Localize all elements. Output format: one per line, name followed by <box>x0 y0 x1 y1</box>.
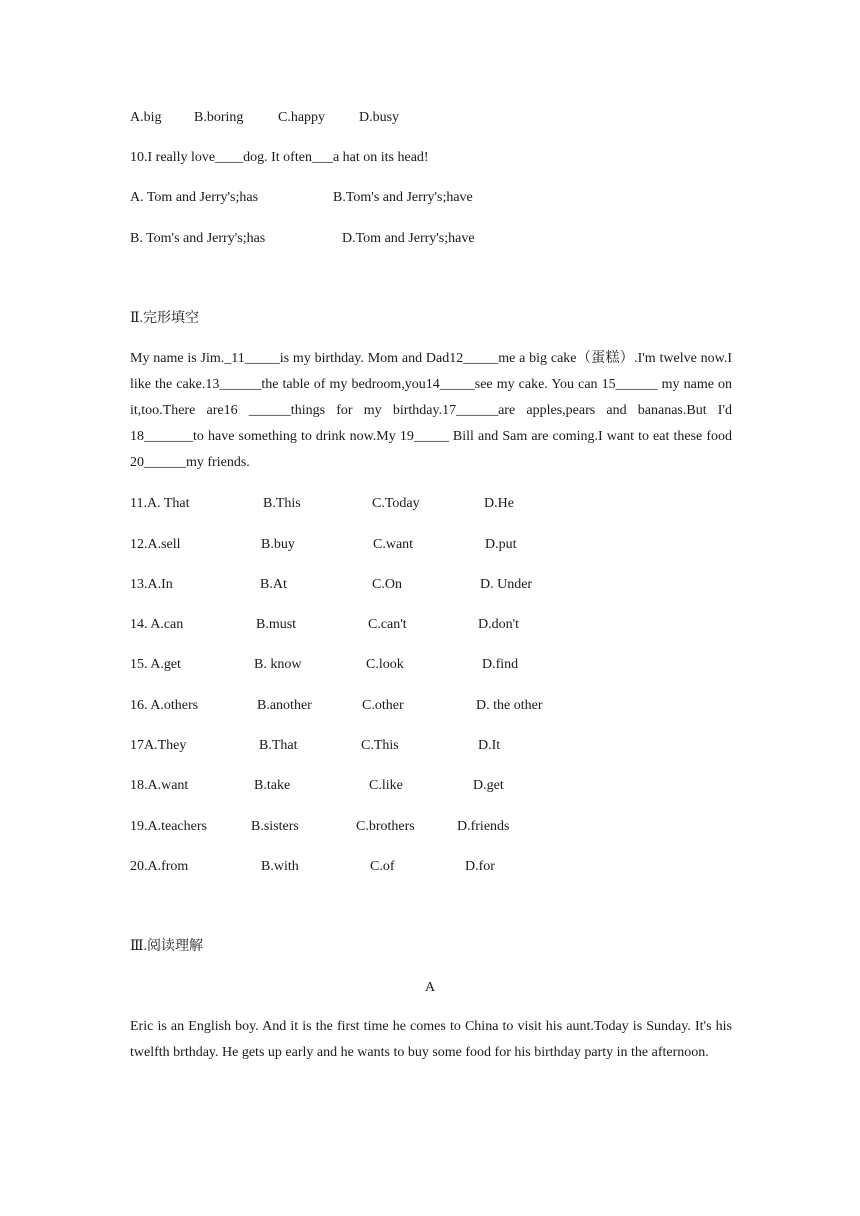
option: A. Tom and Jerry's;has <box>130 190 259 205</box>
question-10: 10.I really love____dog. It often___a hat on its head! <box>130 150 429 165</box>
option-d: D.busy <box>359 110 400 125</box>
option-d: D.It <box>478 738 501 753</box>
option-c: C.On <box>372 577 402 592</box>
option-c: C.happy <box>278 110 326 125</box>
option-a: 12.A.sell <box>130 537 181 552</box>
option-c: C.of <box>370 859 395 874</box>
option: B.Tom's and Jerry's;have <box>333 190 473 205</box>
option-b: B.At <box>260 577 287 592</box>
option-d: D. the other <box>476 698 543 713</box>
option-c: C.like <box>369 778 403 793</box>
section-title-reading: Ⅲ.阅读理解 <box>130 939 204 954</box>
option-b: B.boring <box>194 110 244 125</box>
option: D.Tom and Jerry's;have <box>342 231 475 246</box>
option-a: 15. A.get <box>130 657 181 672</box>
option-b: B.sisters <box>251 819 299 834</box>
option-b: B.This <box>263 496 301 511</box>
option-a: 19.A.teachers <box>130 819 207 834</box>
option-a: 18.A.want <box>130 778 189 793</box>
option-b: B.another <box>257 698 312 713</box>
option-c: C.can't <box>368 617 407 632</box>
option-d: D.don't <box>478 617 520 632</box>
option-a: 17A.They <box>130 738 187 753</box>
option-c: C.This <box>361 738 399 753</box>
option-b: B.That <box>259 738 298 753</box>
option-d: D.friends <box>457 819 510 834</box>
option-b: B.must <box>256 617 297 632</box>
option-c: C.look <box>366 657 404 672</box>
option-d: D.find <box>482 657 519 672</box>
option-d: D.He <box>484 496 514 511</box>
option-d: D.put <box>485 537 517 552</box>
option-b: B.with <box>261 859 299 874</box>
section-title-cloze: Ⅱ.完形填空 <box>130 311 200 326</box>
reading-passage: Eric is an English boy. And it is the first time he comes to China to visit his aunt.Today is Sunday. It's his twelfth brthday. He gets up early and he wants to buy some food for his birthday party in the afternoon. <box>130 1019 732 1060</box>
option-d: D.for <box>465 859 495 874</box>
option-a: 13.A.In <box>130 577 173 592</box>
cloze-passage: My name is Jim._11_____is my birthday. Mom and Dad12_____me a big cake（蛋糕）.I'm twelve now.I like the cake.13______the table of my bedroom,you14_____see my cake. You can 15______ my name on it,too.There are16 ______things for my birthday.17______are apples,pears and bananas.But I'd 18_______to have something to drink now.My 19_____ Bill and Sam are coming.I want to eat these food 20______my friends. <box>130 351 732 470</box>
option-d: D. Under <box>480 577 533 592</box>
option-b: B. know <box>254 657 302 672</box>
option-c: C.other <box>362 698 404 713</box>
option-b: B.take <box>254 778 291 793</box>
option-c: C.want <box>373 537 414 552</box>
option-a: 14. A.can <box>130 617 184 632</box>
option-d: D.get <box>473 778 504 793</box>
option-c: C.brothers <box>356 819 415 834</box>
option-a: 20.A.from <box>130 859 189 874</box>
option-b: B.buy <box>261 537 295 552</box>
option-a: 16. A.others <box>130 698 199 713</box>
option: B. Tom's and Jerry's;has <box>130 231 266 246</box>
option-c: C.Today <box>372 496 420 511</box>
option-a: A.big <box>130 110 162 125</box>
passage-label: A <box>424 980 436 995</box>
option-a: 11.A. That <box>130 496 190 511</box>
